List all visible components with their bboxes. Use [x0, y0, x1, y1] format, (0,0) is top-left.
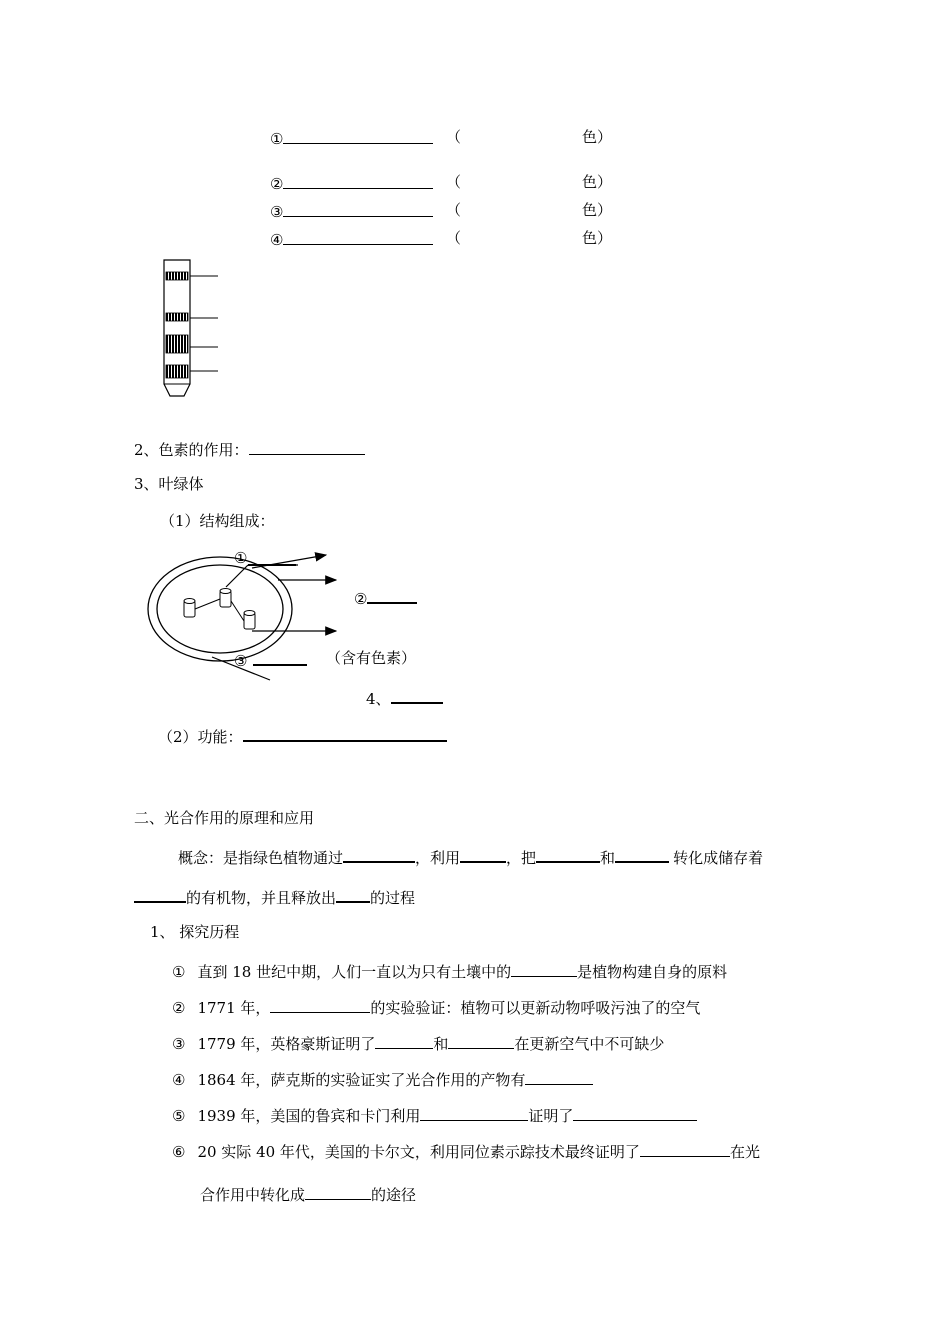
answer-blank[interactable] [134, 885, 186, 903]
history-item-6: ⑥ 20 实际 40 年代，美国的卡尔文，利用同位素示踪技术最终证明了 在光 [172, 1140, 760, 1162]
pigment-row-2 [270, 172, 433, 194]
question-3-heading: 3、叶绿体 [134, 475, 204, 493]
function-label: （2）功能： [158, 728, 243, 746]
answer-blank[interactable] [448, 1032, 514, 1049]
history-title: 1、 探究历程 [150, 923, 240, 941]
paren-open: （ [446, 173, 462, 191]
paren-open: （ [446, 128, 462, 146]
function-row [158, 724, 447, 747]
answer-blank[interactable] [511, 960, 577, 977]
color-label: 色） [582, 128, 613, 146]
diagram-label-2: ② [354, 586, 417, 609]
answer-blank[interactable] [375, 1032, 433, 1049]
concept-line-1: 概念：是指绿色植物通过 ，利用 ，把 和 转化成储存着 [178, 845, 763, 868]
history-item-1: ① 直到 18 世纪中期，人们一直以为只有土壤中的 是植物构建自身的原料 [172, 960, 727, 982]
question-2 [134, 438, 365, 460]
answer-blank[interactable] [336, 885, 370, 903]
answer-blank[interactable] [391, 686, 443, 704]
answer-blank[interactable] [249, 438, 365, 455]
answer-blank[interactable] [248, 548, 296, 571]
row-number: ② [270, 175, 284, 193]
history-item-4: ④ 1864 年，萨克斯的实验证实了光合作用的产物有 [172, 1068, 593, 1090]
answer-blank[interactable] [253, 648, 307, 666]
answer-blank[interactable] [573, 1104, 697, 1121]
color-label: 色） [582, 201, 613, 219]
paren-open: （ [446, 201, 462, 219]
concept-line-2: 的有机物，并且释放出 的过程 [134, 885, 415, 908]
contains-pigment-note: （含有色素） [326, 649, 417, 667]
question-label: 2、色素的作用： [134, 441, 249, 459]
paren-open: （ [446, 229, 462, 247]
history-item-3: ③ 1779 年，英格豪斯证明了 和 在更新空气中不可缺少 [172, 1032, 664, 1054]
answer-blank[interactable] [283, 228, 433, 245]
diagram-label-4: 4、 [366, 686, 443, 709]
pigment-row-1 [270, 127, 433, 149]
answer-blank[interactable] [525, 1068, 593, 1085]
structure-heading: （1）结构组成： [160, 512, 275, 530]
row-number: ① [270, 130, 284, 148]
row-number: ③ [270, 203, 284, 221]
history-item-5: ⑤ 1939 年，美国的鲁宾和卡门利用 证明了 [172, 1104, 697, 1126]
answer-blank[interactable] [305, 1183, 371, 1200]
diagram-label-1: ① [234, 549, 248, 567]
section-2-title: 二、光合作用的原理和应用 [134, 809, 315, 827]
answer-blank[interactable] [343, 845, 415, 863]
color-label: 色） [582, 173, 613, 191]
diagram-label-3: ③ [234, 648, 307, 671]
chromatography-strip-diagram [160, 258, 225, 403]
color-label: 色） [582, 229, 613, 247]
answer-blank[interactable] [367, 586, 417, 604]
row-number: ④ [270, 231, 284, 249]
pigment-row-4 [270, 228, 433, 250]
answer-blank[interactable] [640, 1140, 730, 1157]
history-item-6-continued: 合作用中转化成 的途径 [200, 1183, 416, 1205]
answer-blank[interactable] [283, 172, 433, 189]
answer-blank[interactable] [460, 845, 506, 863]
answer-blank[interactable] [536, 845, 600, 863]
answer-blank[interactable] [283, 127, 433, 144]
pigment-row-3 [270, 200, 433, 222]
answer-blank[interactable] [283, 200, 433, 217]
answer-blank[interactable] [270, 996, 370, 1013]
answer-blank[interactable] [420, 1104, 528, 1121]
answer-blank[interactable] [615, 845, 669, 863]
history-item-2: ② 1771 年， 的实验验证：植物可以更新动物呼吸污浊了的空气 [172, 996, 700, 1018]
answer-blank[interactable] [243, 724, 447, 742]
